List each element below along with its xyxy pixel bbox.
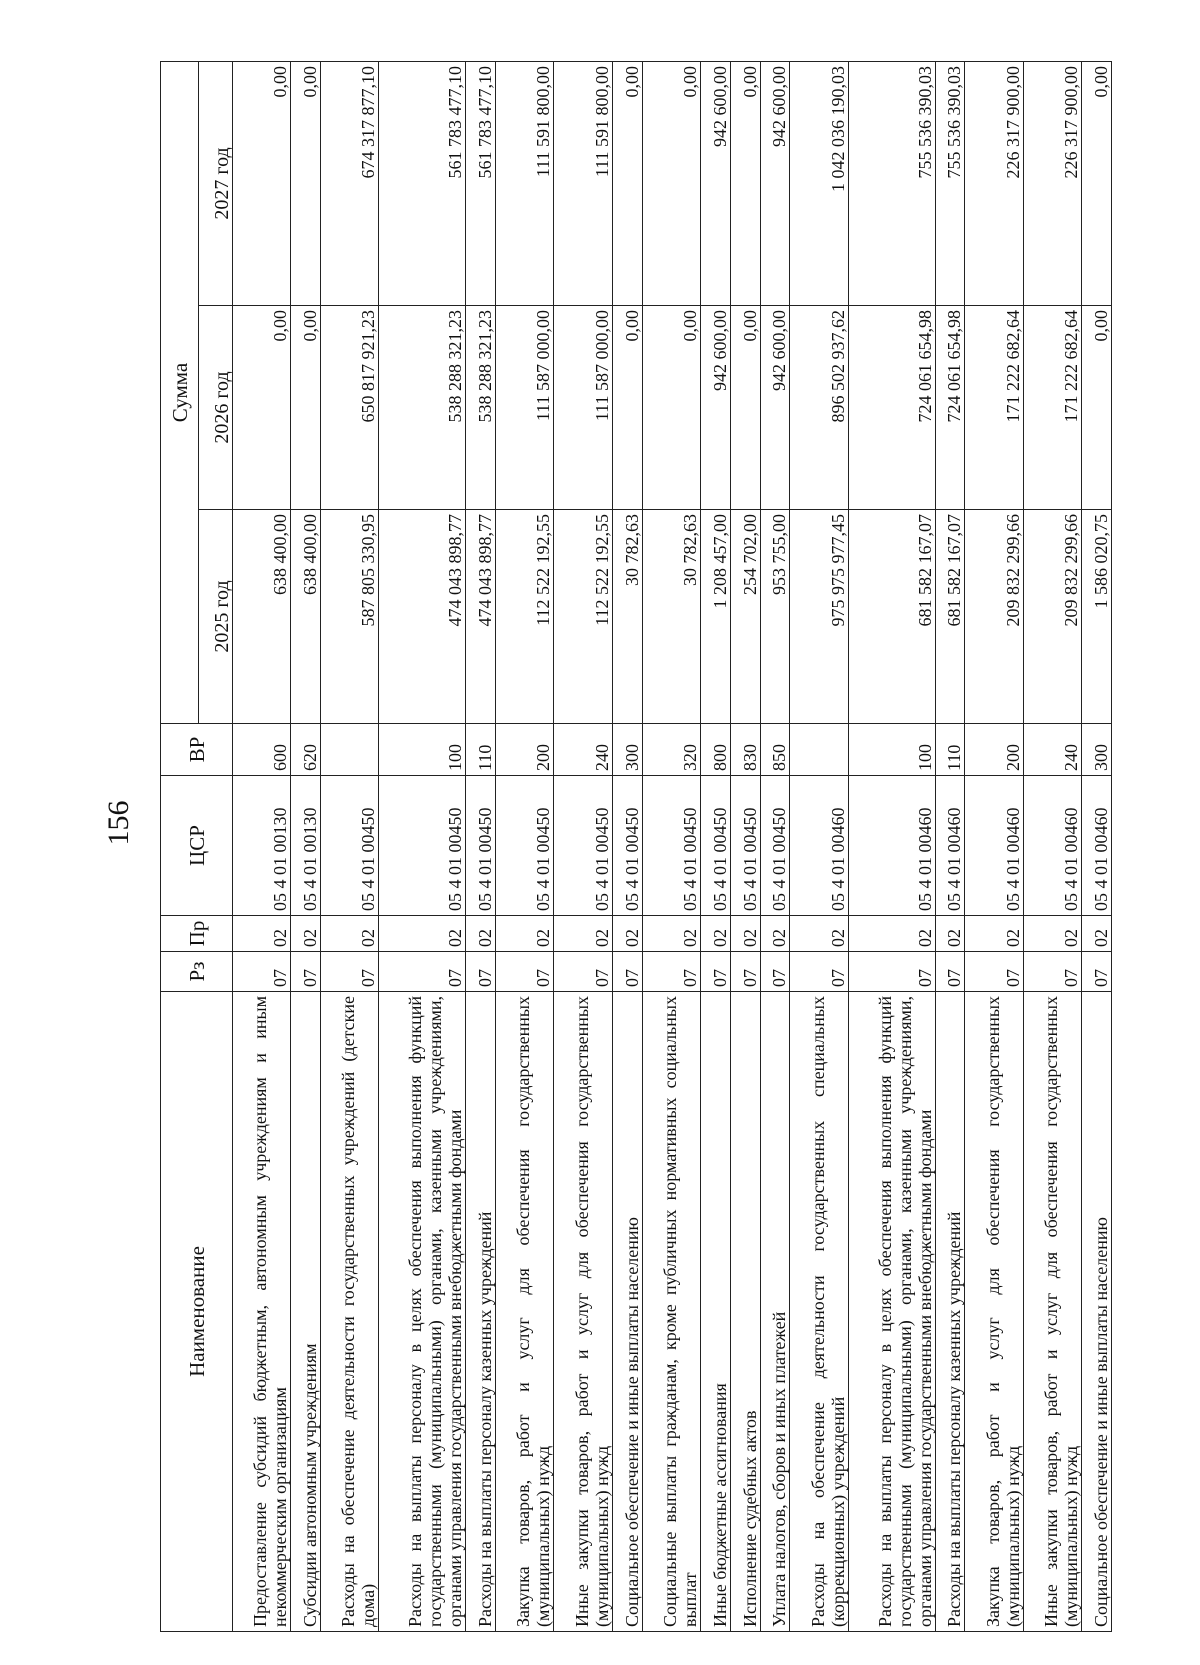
row-name: Расходы на обеспечение деятельности государственных учреждений (детские дома)	[321, 992, 379, 1632]
row-vr: 320	[642, 724, 700, 776]
row-csr: 05 4 01 00450	[700, 776, 730, 916]
row-csr: 05 4 01 00460	[790, 776, 848, 916]
row-pr: 02	[612, 916, 642, 952]
row-value-2026: 0,00	[1082, 306, 1112, 510]
row-rz: 07	[321, 952, 379, 992]
row-value-2026: 0,00	[612, 306, 642, 510]
table-row	[291, 61, 321, 1631]
row-name: Расходы на выплаты персоналу казенных учреждений	[935, 992, 965, 1632]
header-year-2026: 2026 год	[199, 306, 233, 510]
row-value-2025: 638 400,00	[233, 510, 291, 724]
row-csr: 05 4 01 00450	[554, 776, 612, 916]
row-rz: 07	[612, 952, 642, 992]
page-number: 156	[102, 800, 135, 846]
rotated-page-content	[160, 65, 1112, 1632]
row-vr: 300	[612, 724, 642, 776]
row-name: Социальные выплаты гражданам, кроме публичных нормативных социальных выплат	[642, 992, 700, 1632]
row-csr: 05 4 01 00460	[848, 776, 935, 916]
table-row	[466, 61, 496, 1631]
row-vr	[790, 724, 848, 776]
row-name: Социальное обеспечение и иные выплаты населению	[612, 992, 642, 1632]
row-rz: 07	[790, 952, 848, 992]
row-name: Закупка товаров, работ и услуг для обеспечения государственных (муниципальных) нужд	[965, 992, 1023, 1632]
header-rz: Рз	[161, 952, 233, 992]
row-rz: 07	[496, 952, 554, 992]
row-value-2026: 171 222 682,64	[965, 306, 1023, 510]
row-value-2025: 474 043 898,77	[379, 510, 466, 724]
row-vr: 110	[935, 724, 965, 776]
table-row	[554, 61, 612, 1631]
row-value-2026: 538 288 321,23	[466, 306, 496, 510]
table-row	[1023, 61, 1081, 1631]
row-value-2027: 0,00	[642, 61, 700, 305]
header-sum: Сумма	[161, 61, 199, 723]
row-vr: 240	[554, 724, 612, 776]
row-value-2027: 1 042 036 190,03	[790, 61, 848, 305]
row-vr: 830	[730, 724, 760, 776]
row-vr: 110	[466, 724, 496, 776]
row-pr: 02	[321, 916, 379, 952]
row-vr: 850	[760, 724, 790, 776]
row-value-2027: 0,00	[1082, 61, 1112, 305]
row-rz: 07	[935, 952, 965, 992]
row-pr: 02	[233, 916, 291, 952]
table-row	[848, 61, 935, 1631]
row-value-2027: 755 536 390,03	[848, 61, 935, 305]
row-value-2026: 111 587 000,00	[554, 306, 612, 510]
row-name: Иные закупки товаров, работ и услуг для обеспечения государственных (муниципальных) нужд	[554, 992, 612, 1632]
row-value-2027: 111 591 800,00	[554, 61, 612, 305]
row-csr: 05 4 01 00130	[291, 776, 321, 916]
row-value-2027: 226 317 900,00	[1023, 61, 1081, 305]
row-name: Социальное обеспечение и иные выплаты населению	[1082, 992, 1112, 1632]
row-csr: 05 4 01 00450	[642, 776, 700, 916]
row-csr: 05 4 01 00450	[379, 776, 466, 916]
row-value-2026: 724 061 654,98	[935, 306, 965, 510]
row-pr: 02	[1023, 916, 1081, 952]
row-pr: 02	[291, 916, 321, 952]
row-rz: 07	[379, 952, 466, 992]
row-value-2027: 0,00	[233, 61, 291, 305]
row-value-2027: 0,00	[730, 61, 760, 305]
table-row	[321, 61, 379, 1631]
row-rz: 07	[466, 952, 496, 992]
header-pr: Пр	[161, 916, 233, 952]
header-vr: ВР	[161, 724, 233, 776]
row-pr: 02	[760, 916, 790, 952]
table-body	[233, 61, 1112, 1631]
row-name: Расходы на выплаты персоналу в целях обеспечения выполнения функций государственными (муниципальными) органами, казенными учреждениями, органами управления государственными внебюджетными фондами	[379, 992, 466, 1632]
row-value-2025: 681 582 167,07	[848, 510, 935, 724]
row-value-2027: 226 317 900,00	[965, 61, 1023, 305]
row-rz: 07	[1023, 952, 1081, 992]
row-value-2026: 724 061 654,98	[848, 306, 935, 510]
row-rz: 07	[848, 952, 935, 992]
row-csr: 05 4 01 00450	[466, 776, 496, 916]
row-pr: 02	[379, 916, 466, 952]
row-vr: 200	[965, 724, 1023, 776]
row-name: Предоставление субсидий бюджетным, автономным учреждениям и иным некоммерческим организациям	[233, 992, 291, 1632]
row-value-2025: 1 208 457,00	[700, 510, 730, 724]
row-csr: 05 4 01 00460	[1082, 776, 1112, 916]
row-value-2026: 111 587 000,00	[496, 306, 554, 510]
row-pr: 02	[1082, 916, 1112, 952]
row-csr: 05 4 01 00450	[760, 776, 790, 916]
row-vr	[321, 724, 379, 776]
table-row	[700, 61, 730, 1631]
row-name: Расходы на выплаты персоналу в целях обеспечения выполнения функций государственными (муниципальными) органами, казенными учреждениями, органами управления государственными внебюджетными фондами	[848, 992, 935, 1632]
row-vr: 620	[291, 724, 321, 776]
header-name: Наименование	[161, 992, 233, 1632]
row-pr: 02	[965, 916, 1023, 952]
row-value-2025: 587 805 330,95	[321, 510, 379, 724]
row-value-2027: 561 783 477,10	[379, 61, 466, 305]
row-vr: 240	[1023, 724, 1081, 776]
row-csr: 05 4 01 00460	[1023, 776, 1081, 916]
row-rz: 07	[554, 952, 612, 992]
row-pr: 02	[496, 916, 554, 952]
row-value-2027: 0,00	[291, 61, 321, 305]
row-value-2026: 942 600,00	[760, 306, 790, 510]
table-row	[790, 61, 848, 1631]
row-pr: 02	[935, 916, 965, 952]
row-value-2027: 561 783 477,10	[466, 61, 496, 305]
row-value-2025: 112 522 192,55	[496, 510, 554, 724]
table-row	[935, 61, 965, 1631]
row-value-2026: 896 502 937,62	[790, 306, 848, 510]
row-value-2025: 474 043 898,77	[466, 510, 496, 724]
row-value-2026: 171 222 682,64	[1023, 306, 1081, 510]
row-value-2026: 0,00	[233, 306, 291, 510]
table-header	[161, 61, 233, 1631]
header-year-2027: 2027 год	[199, 61, 233, 305]
row-value-2027: 942 600,00	[700, 61, 730, 305]
row-value-2026: 538 288 321,23	[379, 306, 466, 510]
row-value-2027: 0,00	[612, 61, 642, 305]
row-value-2027: 111 591 800,00	[496, 61, 554, 305]
table-row	[965, 61, 1023, 1631]
row-vr: 600	[233, 724, 291, 776]
table-row	[233, 61, 291, 1631]
row-rz: 07	[700, 952, 730, 992]
row-value-2025: 30 782,63	[612, 510, 642, 724]
header-year-2025: 2025 год	[199, 510, 233, 724]
budget-table	[160, 61, 1112, 1632]
row-pr: 02	[554, 916, 612, 952]
row-value-2026: 0,00	[291, 306, 321, 510]
row-name: Уплата налогов, сборов и иных платежей	[760, 992, 790, 1632]
row-pr: 02	[642, 916, 700, 952]
row-vr: 100	[379, 724, 466, 776]
row-vr: 100	[848, 724, 935, 776]
row-pr: 02	[466, 916, 496, 952]
row-name: Иные закупки товаров, работ и услуг для обеспечения государственных (муниципальных) нужд	[1023, 992, 1081, 1632]
row-rz: 07	[760, 952, 790, 992]
table-row	[496, 61, 554, 1631]
row-pr: 02	[700, 916, 730, 952]
row-vr: 300	[1082, 724, 1112, 776]
header-row-top	[161, 61, 199, 1631]
row-csr: 05 4 01 00450	[730, 776, 760, 916]
row-value-2027: 942 600,00	[760, 61, 790, 305]
row-rz: 07	[965, 952, 1023, 992]
row-value-2025: 1 586 020,75	[1082, 510, 1112, 724]
row-name: Расходы на выплаты персоналу казенных учреждений	[466, 992, 496, 1632]
header-csr: ЦСР	[161, 776, 233, 916]
row-value-2026: 650 817 921,23	[321, 306, 379, 510]
row-csr: 05 4 01 00130	[233, 776, 291, 916]
row-csr: 05 4 01 00450	[496, 776, 554, 916]
table-row	[1082, 61, 1112, 1631]
table-row	[612, 61, 642, 1631]
row-value-2025: 638 400,00	[291, 510, 321, 724]
table-row	[730, 61, 760, 1631]
row-pr: 02	[790, 916, 848, 952]
row-value-2026: 942 600,00	[700, 306, 730, 510]
row-rz: 07	[730, 952, 760, 992]
row-value-2026: 0,00	[642, 306, 700, 510]
row-vr: 200	[496, 724, 554, 776]
row-pr: 02	[848, 916, 935, 952]
row-rz: 07	[1082, 952, 1112, 992]
row-csr: 05 4 01 00450	[321, 776, 379, 916]
row-csr: 05 4 01 00450	[612, 776, 642, 916]
table-row	[642, 61, 700, 1631]
row-value-2025: 30 782,63	[642, 510, 700, 724]
row-vr: 800	[700, 724, 730, 776]
row-value-2027: 674 317 877,10	[321, 61, 379, 305]
row-name: Исполнение судебных актов	[730, 992, 760, 1632]
row-name: Иные бюджетные ассигнования	[700, 992, 730, 1632]
row-name: Расходы на обеспечение деятельности государственных специальных (коррекционных) учреждений	[790, 992, 848, 1632]
row-value-2025: 209 832 299,66	[965, 510, 1023, 724]
row-value-2026: 0,00	[730, 306, 760, 510]
row-rz: 07	[291, 952, 321, 992]
table-row	[379, 61, 466, 1631]
row-value-2025: 209 832 299,66	[1023, 510, 1081, 724]
row-pr: 02	[730, 916, 760, 952]
row-value-2025: 975 975 977,45	[790, 510, 848, 724]
row-value-2027: 755 536 390,03	[935, 61, 965, 305]
row-value-2025: 953 755,00	[760, 510, 790, 724]
row-value-2025: 254 702,00	[730, 510, 760, 724]
row-value-2025: 681 582 167,07	[935, 510, 965, 724]
row-value-2025: 112 522 192,55	[554, 510, 612, 724]
row-csr: 05 4 01 00460	[965, 776, 1023, 916]
row-rz: 07	[233, 952, 291, 992]
row-rz: 07	[642, 952, 700, 992]
row-name: Закупка товаров, работ и услуг для обеспечения государственных (муниципальных) нужд	[496, 992, 554, 1632]
row-csr: 05 4 01 00460	[935, 776, 965, 916]
row-name: Субсидии автономным учреждениям	[291, 992, 321, 1632]
table-row	[760, 61, 790, 1631]
